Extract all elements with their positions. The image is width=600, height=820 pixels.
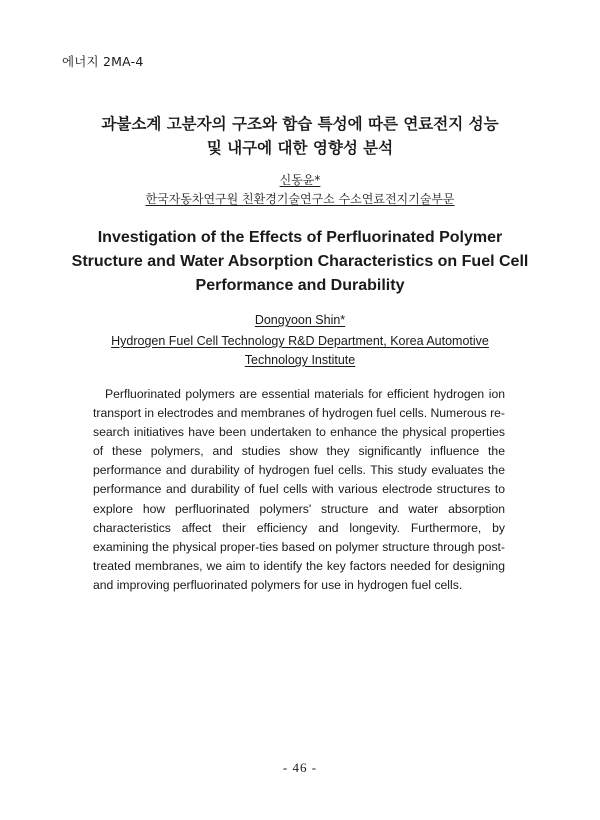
- korean-author-name: 신동윤*: [279, 173, 321, 187]
- english-title-line-2: Structure and Water Absorption Characteristics on Fuel Cell: [71, 253, 529, 270]
- page-number: - 46 -: [282, 760, 318, 775]
- english-title-line-1: Investigation of the Effects of Perfluorinated Polymer: [97, 229, 503, 246]
- english-affiliation-line-1: Hydrogen Fuel Cell Technology R&D Department, Korea Automotive: [111, 334, 489, 348]
- english-affiliation-line-2: Technology Institute: [244, 353, 356, 367]
- korean-affiliation: [0, 190, 600, 207]
- korean-author: [0, 171, 600, 188]
- abstract-paragraph: Perfluorinated polymers are essential materials for efficient hydrogen ion transport in electrodes and membranes of hydrogen fuel cells. Numerous re-search initiatives have been undertaken to enhance the physical properties of these polymers, and studies show they significantly influence the performance and durability of hydrogen fuel cells. This study evaluates the performance and durability of fuel cells with various electrode structures to explore how perfluorinated polymers' structure and water absorption characteristics affect their efficiency and longevity. Furthermore, by examining the physical proper-ties based on polymer structure through post-treated membranes, we aim to identify the key factors needed for designing and improving perfluorinated polymers for use in hydrogen fuel cells.: [93, 387, 505, 592]
- english-author-name: Dongyoon Shin*: [254, 313, 346, 327]
- korean-title-line-1: 과불소계 고분자의 구조와 함습 특성에 따른 연료전지 성능: [101, 115, 499, 133]
- session-code: 에너지 2MA-4: [62, 54, 144, 69]
- english-author: [0, 313, 600, 327]
- english-title: [70, 226, 530, 298]
- english-title-line-3: Performance and Durability: [195, 277, 405, 294]
- korean-title-line-2: 및 내구에 대한 영향성 분석: [206, 139, 394, 157]
- korean-affiliation-text: 한국자동차연구원 친환경기술연구소 수소연료전지기술부문: [145, 192, 455, 206]
- english-affiliation: [80, 332, 520, 370]
- korean-title: [40, 112, 560, 160]
